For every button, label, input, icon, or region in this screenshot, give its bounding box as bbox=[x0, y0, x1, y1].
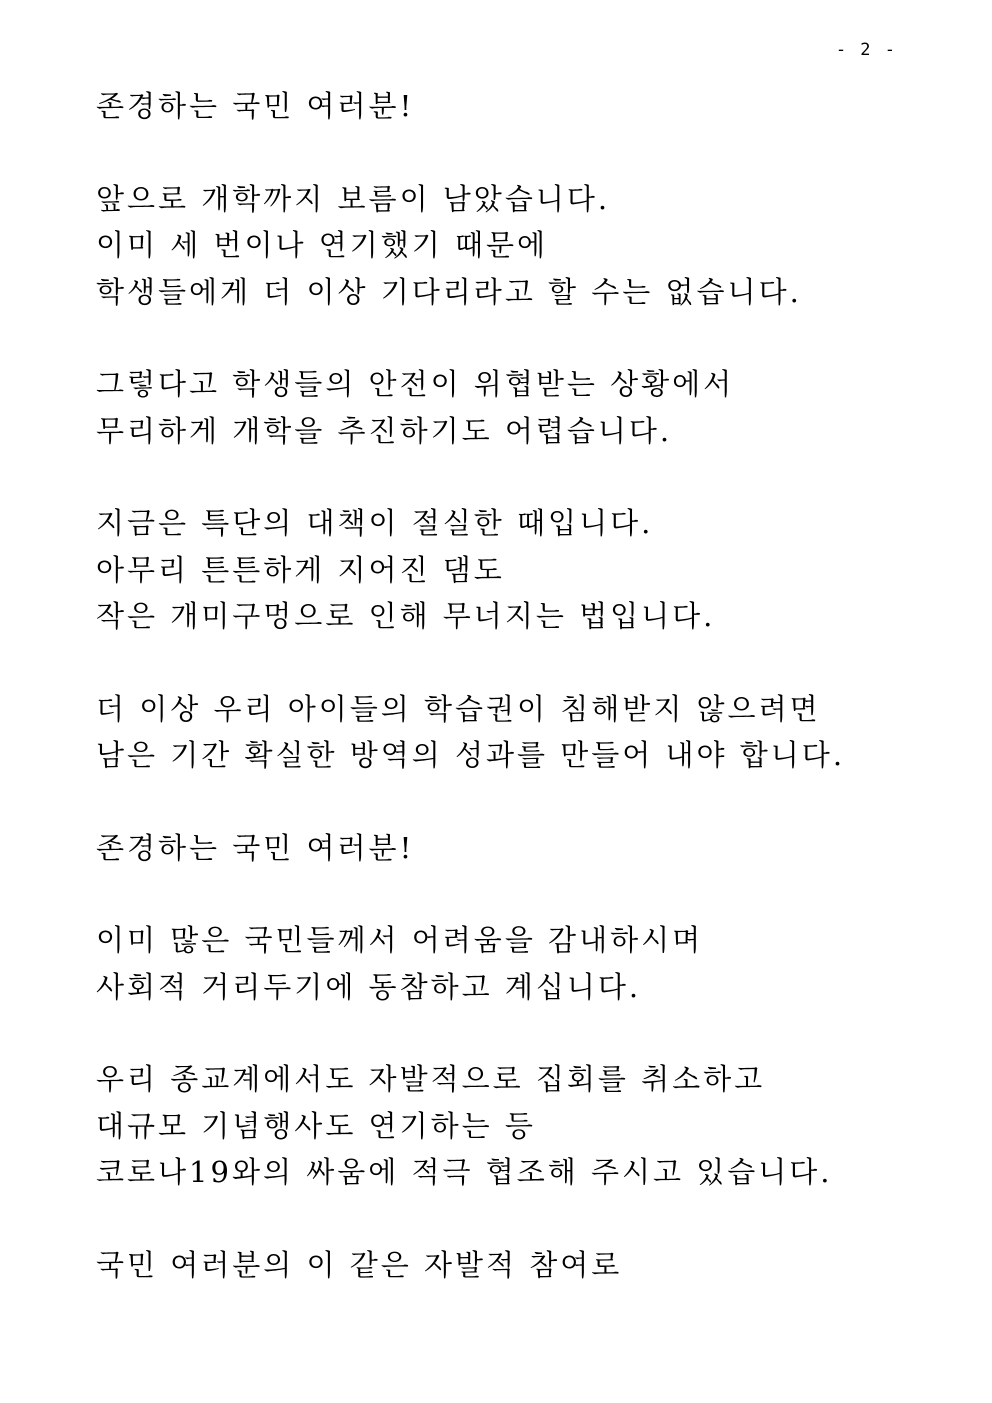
text-line: 무리하게 개학을 추진하기도 어렵습니다. bbox=[96, 413, 673, 448]
paragraph-3 bbox=[96, 361, 916, 454]
text-line: 그렇다고 학생들의 안전이 위협받는 상황에서 bbox=[96, 367, 735, 401]
text-line: 사회적 거리두기에 동참하고 계십니다. bbox=[96, 969, 642, 1004]
text-line: 앞으로 개학까지 보름이 남았습니다. bbox=[96, 181, 611, 216]
text-line: 국민 여러분의 이 같은 자발적 참여로 bbox=[96, 1247, 623, 1282]
document-body bbox=[96, 83, 916, 1334]
page-number: - 2 - bbox=[835, 40, 897, 60]
paragraph-5 bbox=[96, 686, 916, 779]
text-line: 코로나19와의 싸움에 적극 협조해 주시고 있습니다. bbox=[96, 1155, 833, 1189]
paragraph-9 bbox=[96, 1242, 916, 1289]
text-line: 이미 세 번이나 연기했기 때문에 bbox=[96, 228, 549, 262]
text-line: 학생들에게 더 이상 기다리라고 할 수는 없습니다. bbox=[96, 274, 802, 309]
text-line: 더 이상 우리 아이들의 학습권이 침해받지 않으려면 bbox=[96, 691, 821, 726]
paragraph-2 bbox=[96, 176, 916, 316]
text-line: 이미 많은 국민들께서 어려움을 감내하시며 bbox=[96, 923, 704, 957]
text-line: 지금은 특단의 대책이 절실한 때입니다. bbox=[96, 506, 654, 540]
text-line: 존경하는 국민 여러분! bbox=[96, 830, 415, 865]
paragraph-1 bbox=[96, 83, 916, 130]
paragraph-6 bbox=[96, 825, 916, 872]
paragraph-4 bbox=[96, 500, 916, 640]
text-line: 대규모 기념행사도 연기하는 등 bbox=[96, 1108, 536, 1143]
text-line: 존경하는 국민 여러분! bbox=[96, 89, 415, 123]
text-line: 작은 개미구멍으로 인해 무너지는 법입니다. bbox=[96, 599, 716, 633]
text-line: 남은 기간 확실한 방역의 성과를 만들어 내야 합니다. bbox=[96, 738, 846, 772]
text-line: 우리 종교계에서도 자발적으로 집회를 취소하고 bbox=[96, 1062, 766, 1096]
text-line: 아무리 튼튼하게 지어진 댐도 bbox=[96, 552, 505, 587]
paragraph-7 bbox=[96, 917, 916, 1010]
paragraph-8 bbox=[96, 1056, 916, 1196]
